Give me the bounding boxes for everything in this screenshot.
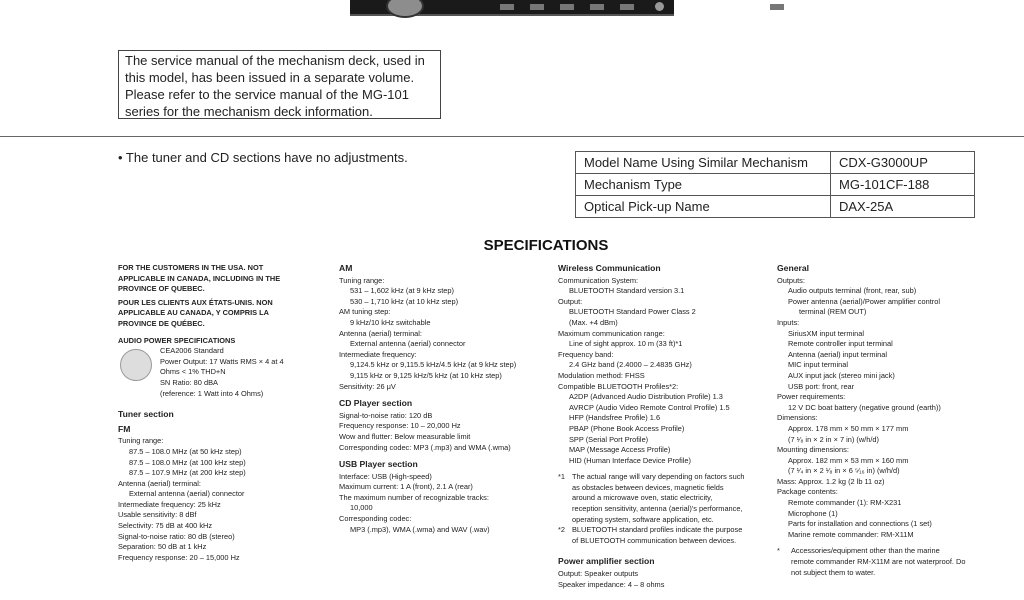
spec-line: Intermediate frequency: bbox=[339, 349, 417, 359]
spec-line: 9 kHz/10 kHz switchable bbox=[350, 317, 431, 327]
panel-jack bbox=[655, 2, 664, 11]
cea2006-badge-icon bbox=[120, 349, 152, 381]
spec-column-3 bbox=[558, 263, 763, 590]
notice-line: Please refer to the service manual of the MG-101 bbox=[125, 87, 409, 102]
spec-line: Inputs: bbox=[777, 317, 800, 327]
spec-line: HID (Human Interface Device Profile) bbox=[569, 455, 691, 465]
spec-line: AM tuning step: bbox=[339, 307, 391, 317]
spec-line: Power requirements: bbox=[777, 392, 846, 402]
spec-line: Antenna (aerial) terminal: bbox=[118, 478, 201, 488]
spec-line: Marine remote commander: RM-X11M bbox=[788, 529, 914, 539]
text-line: remote commander RM-X11M are not waterproof. Do bbox=[791, 557, 966, 567]
notice-line: this model, has been issued in a separate volume. bbox=[125, 70, 415, 85]
text-line: CEA2006 Standard bbox=[160, 346, 224, 356]
footnote-1 bbox=[558, 472, 763, 525]
spec-line: MIC input terminal bbox=[788, 360, 848, 370]
text-line: SN Ratio: 80 dBA bbox=[160, 377, 218, 387]
notice-line: series for the mechanism deck information. bbox=[125, 104, 373, 119]
spec-line: Parts for installation and connections (1 set) bbox=[788, 519, 932, 529]
footnote-mark: *2 bbox=[558, 525, 565, 535]
notice-line: The service manual of the mechanism deck, used in bbox=[125, 53, 425, 68]
spec-line: USB port: front, rear bbox=[788, 381, 855, 391]
spec-line: Microphone (1) bbox=[788, 508, 838, 518]
text-line: APPLICABLE AU CANADA, Y COMPRIS LA bbox=[118, 308, 269, 318]
footnote-2 bbox=[558, 525, 763, 546]
spec-line: Intermediate frequency: 25 kHz bbox=[118, 499, 221, 509]
spec-line: External antenna (aerial) connector bbox=[350, 339, 466, 349]
panel-button bbox=[620, 4, 634, 10]
text-line: not subject them to water. bbox=[791, 567, 876, 577]
footnote-mark: *1 bbox=[558, 472, 565, 482]
customers-notice-fr bbox=[118, 298, 318, 330]
spec-line: 10,000 bbox=[350, 503, 373, 513]
customers-notice-en bbox=[118, 263, 318, 295]
amp-spec-list bbox=[558, 569, 763, 590]
wireless-heading: Wireless Communication bbox=[558, 263, 661, 273]
table-cell-label: Model Name Using Similar Mechanism bbox=[576, 152, 831, 174]
spec-line: MAP (Message Access Profile) bbox=[569, 445, 671, 455]
table-cell-value: MG-101CF-188 bbox=[831, 174, 975, 196]
text-line: The actual range will vary depending on factors such bbox=[572, 472, 745, 482]
spec-line: Remote controller input terminal bbox=[788, 339, 893, 349]
spec-line: HFP (Handsfree Profile) 1.6 bbox=[569, 413, 661, 423]
spec-line: Speaker impedance: 4 – 8 ohms bbox=[558, 579, 665, 589]
table-row bbox=[576, 174, 975, 196]
spec-line: Interface: USB (High-speed) bbox=[339, 471, 432, 481]
spec-line: Output: Speaker outputs bbox=[558, 569, 639, 579]
text-line: operating system, software application, etc. bbox=[572, 514, 714, 524]
text-line: Power Output: 17 Watts RMS × 4 at 4 bbox=[160, 356, 284, 366]
wireless-spec-list bbox=[558, 276, 763, 467]
spec-line: Selectivity: 75 dB at 400 kHz bbox=[118, 521, 213, 531]
spec-line: 2.4 GHz band (2.4000 – 2.4835 GHz) bbox=[569, 360, 692, 370]
text-line: FOR THE CUSTOMERS IN THE USA. NOT bbox=[118, 263, 264, 272]
spec-line: Corresponding codec: MP3 (.mp3) and WMA (.wma) bbox=[339, 442, 511, 452]
cd-spec-list bbox=[339, 411, 544, 453]
usb-player-heading: USB Player section bbox=[339, 459, 418, 470]
spec-line: 87.5 – 107.9 MHz (at 200 kHz step) bbox=[129, 468, 246, 478]
spec-line: Audio outputs terminal (front, rear, sub) bbox=[788, 286, 917, 296]
audio-power-heading: AUDIO POWER SPECIFICATIONS bbox=[118, 335, 236, 345]
general-spec-list bbox=[777, 276, 987, 541]
text-line: Accessories/equipment other than the marine bbox=[791, 546, 940, 556]
text-line: BLUETOOTH standard profiles indicate the purpose bbox=[572, 525, 743, 535]
spec-line: AUX input jack (stereo mini jack) bbox=[788, 370, 895, 380]
mechanism-table bbox=[575, 151, 975, 218]
spec-line: The maximum number of recognizable tracks: bbox=[339, 492, 489, 502]
spec-line: 12 V DC boat battery (negative ground (earth)) bbox=[788, 402, 941, 412]
text-line: PROVINCE DE QUÉBEC. bbox=[118, 318, 205, 328]
spec-line: Power antenna (aerial)/Power amplifier control bbox=[788, 296, 940, 306]
panel-button bbox=[530, 4, 544, 10]
spec-line: BLUETOOTH Standard Power Class 2 bbox=[569, 307, 696, 317]
spec-line: SiriusXM input terminal bbox=[788, 328, 864, 338]
spec-line: Communication System: bbox=[558, 275, 639, 285]
spec-line: Mass: Approx. 1.2 kg (2 lb 11 oz) bbox=[777, 476, 885, 486]
spec-line: Maximum current: 1 A (front), 2.1 A (rear) bbox=[339, 482, 473, 492]
spec-line: 531 – 1,602 kHz (at 9 kHz step) bbox=[350, 286, 454, 296]
panel-button bbox=[560, 4, 574, 10]
section-divider bbox=[0, 136, 1024, 137]
spec-line: Remote commander (1): RM-X231 bbox=[788, 498, 902, 508]
spec-line: Approx. 182 mm × 53 mm × 160 mm bbox=[788, 455, 909, 465]
spec-line: Package contents: bbox=[777, 487, 838, 497]
spec-line: Frequency band: bbox=[558, 349, 614, 359]
text-line: PROVINCE OF QUEBEC. bbox=[118, 284, 205, 294]
text-line: around a microwave oven, static electricity, bbox=[572, 493, 713, 503]
spec-line: Mounting dimensions: bbox=[777, 445, 849, 455]
spec-line: Signal-to-noise ratio: 80 dB (stereo) bbox=[118, 531, 235, 541]
spec-line: External antenna (aerial) connector bbox=[129, 489, 245, 499]
spec-line: Sensitivity: 26 μV bbox=[339, 381, 396, 391]
spec-line: Output: bbox=[558, 296, 583, 306]
table-cell-label: Mechanism Type bbox=[576, 174, 831, 196]
spec-line: Maximum communication range: bbox=[558, 328, 665, 338]
am-heading: AM bbox=[339, 263, 353, 273]
general-heading: General bbox=[777, 263, 810, 273]
spec-line: Outputs: bbox=[777, 275, 805, 285]
text-line: (reference: 1 Watt into 4 Ohms) bbox=[160, 388, 264, 398]
spec-line: terminal (REM OUT) bbox=[799, 307, 867, 317]
spec-line: Compatible BLUETOOTH Profiles*2: bbox=[558, 381, 679, 391]
spec-line: MP3 (.mp3), WMA (.wma) and WAV (.wav) bbox=[350, 524, 490, 534]
spec-line: AVRCP (Audio Video Remote Control Profile) 1.5 bbox=[569, 402, 730, 412]
table-cell-value: CDX-G3000UP bbox=[831, 152, 975, 174]
spec-line: Dimensions: bbox=[777, 413, 818, 423]
spec-line: 87.5 – 108.0 MHz (at 100 kHz step) bbox=[129, 457, 246, 467]
spec-line: Usable sensitivity: 8 dBf bbox=[118, 510, 197, 520]
panel-button bbox=[590, 4, 604, 10]
accessories-note bbox=[777, 546, 987, 578]
cd-player-heading: CD Player section bbox=[339, 398, 413, 409]
spec-line: Frequency response: 10 – 20,000 Hz bbox=[339, 421, 461, 431]
spec-column-1 bbox=[118, 263, 318, 563]
spec-line: Corresponding codec: bbox=[339, 514, 412, 524]
volume-knob bbox=[386, 0, 424, 18]
spec-line: Signal-to-noise ratio: 120 dB bbox=[339, 410, 433, 420]
table-row bbox=[576, 152, 975, 174]
mechanism-notice-box bbox=[118, 50, 441, 119]
spec-line: (Max. +4 dBm) bbox=[569, 317, 618, 327]
device-front-panel-image bbox=[350, 0, 674, 16]
fm-heading: FM bbox=[118, 423, 131, 434]
spec-line: 9,115 kHz or 9,125 kHz/5 kHz (at 10 kHz step) bbox=[350, 370, 502, 380]
spec-line: (7 ¹⁄₈ in × 2 in × 7 in) (w/h/d) bbox=[788, 434, 879, 444]
tuner-section-heading: Tuner section bbox=[118, 409, 174, 420]
power-amplifier-heading: Power amplifier section bbox=[558, 556, 655, 567]
text-line: reception sensitivity, antenna (aerial)'s performance, bbox=[572, 504, 743, 514]
spec-line: Modulation method: FHSS bbox=[558, 370, 645, 380]
spec-line: BLUETOOTH Standard version 3.1 bbox=[569, 286, 685, 296]
spec-line: Tuning range: bbox=[118, 436, 164, 446]
table-cell-value: DAX-25A bbox=[831, 196, 975, 218]
text-line: POUR LES CLIENTS AUX ÉTATS-UNIS. NON bbox=[118, 297, 273, 307]
panel-button bbox=[500, 4, 514, 10]
spec-line: A2DP (Advanced Audio Distribution Profile) 1.3 bbox=[569, 392, 723, 402]
text-line: Ohms < 1% THD+N bbox=[160, 367, 226, 377]
spec-column-2 bbox=[339, 263, 544, 535]
spec-line: 9,124.5 kHz or 9,115.5 kHz/4.5 kHz (at 9 kHz step) bbox=[350, 360, 517, 370]
text-line: as obstacles between devices, magnetic fields bbox=[572, 482, 724, 492]
spec-line: PBAP (Phone Book Access Profile) bbox=[569, 423, 685, 433]
spec-line: Antenna (aerial) input terminal bbox=[788, 349, 888, 359]
fm-spec-list bbox=[118, 436, 318, 563]
table-cell-label: Optical Pick-up Name bbox=[576, 196, 831, 218]
spec-line: Line of sight approx. 10 m (33 ft)*1 bbox=[569, 339, 683, 349]
spec-line: Antenna (aerial) terminal: bbox=[339, 328, 422, 338]
text-line: APPLICABLE IN CANADA, INCLUDING IN THE bbox=[118, 273, 281, 283]
specifications-title: SPECIFICATIONS bbox=[483, 237, 609, 254]
adjustment-note: • The tuner and CD sections have no adjustments. bbox=[118, 150, 408, 165]
spec-line: 87.5 – 108.0 MHz (at 50 kHz step) bbox=[129, 446, 242, 456]
spec-line: Wow and flutter: Below measurable limit bbox=[339, 431, 471, 441]
spec-line: Approx. 178 mm × 50 mm × 177 mm bbox=[788, 423, 909, 433]
spec-line: 530 – 1,710 kHz (at 10 kHz step) bbox=[350, 296, 459, 306]
text-line: of BLUETOOTH communication between devices. bbox=[572, 535, 737, 545]
spec-line: Frequency response: 20 – 15,000 Hz bbox=[118, 552, 240, 562]
am-spec-list bbox=[339, 276, 544, 393]
footnote-mark: * bbox=[777, 546, 780, 556]
table-row bbox=[576, 196, 975, 218]
spec-line: Separation: 50 dB at 1 kHz bbox=[118, 542, 207, 552]
spec-column-4 bbox=[777, 263, 987, 578]
spec-line: Tuning range: bbox=[339, 275, 385, 285]
audio-power-block bbox=[118, 346, 318, 399]
spec-line: SPP (Serial Port Profile) bbox=[569, 434, 649, 444]
spec-line: (7 ¹⁄₄ in × 2 ¹⁄₈ in × 6 ⁵⁄₁₆ in) (w/h/d) bbox=[788, 466, 900, 476]
usb-spec-list bbox=[339, 472, 544, 536]
